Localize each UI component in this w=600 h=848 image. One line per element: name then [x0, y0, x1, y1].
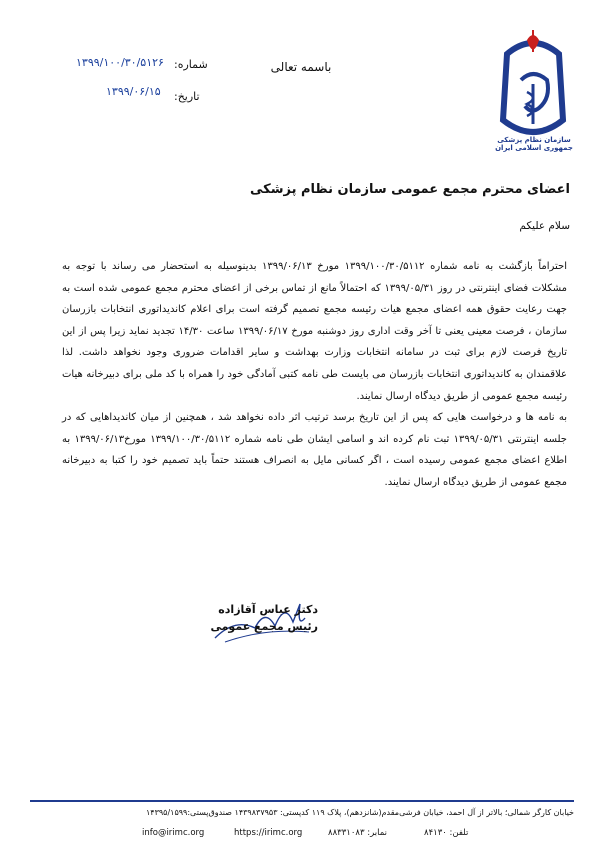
footer-address: خیابان کارگر شمالی؛ بالاتر از آل احمد، خیابان فرشی‌مقدم(شانزدهم)، پلاک ۱۱۹ کدپستی: ۱۴۳۹۸۳۷۹۵۳ صندوق‌پستی:۱۴۳۹۵/۱۵۹۹: [145, 808, 574, 817]
footer-email: info@irimc.org: [142, 828, 205, 838]
number-label: شماره:: [174, 58, 208, 71]
letter-date: ۱۳۹۹/۰۶/۱۵: [106, 85, 161, 98]
date-label: تاریخ:: [174, 90, 200, 103]
footer-divider: [30, 800, 574, 802]
logo-caption: سازمان نظام پزشکی جمهوری اسلامی ایران: [495, 136, 573, 152]
body-paragraph: احتراماً بازگشت به نامه شماره ۱۳۹۹/۱۰۰/۳۰/۵۱۱۲ مورخ ۱۳۹۹/۰۶/۱۳ بدینوسیله به استحضار می رساند با توجه به مشکلات فضای اینترنتی در روز ۱۳۹۹/۰۵/۳۱ که احتمالاً مانع از تماس برخی از اعضای محترم مجمع عمومی شده است به جهت رعایت حقوق همه اعضای مجمع هیات رئیسه مجمع تصمیم گرفته است برای اعلام کاندیداتوری انتخابات بازرسان سازمان ، فرصت معینی یعنی تا آخر وقت اداری روز دوشنبه مورخ ۱۳۹۹/۰۶/۱۷ ساعت ۱۴/۳۰ تجدید نماید زیرا پس از این تاریخ فرصت لازم برای ثبت در سامانه انتخابات وزارت بهداشت و سایر اقدامات ضروری وجود نخواهد داشت. لذا علاقمندان به کاندیداتوری انتخابات بازرسان می بایست طی نامه کتبی آمادگی خود را همراه با کد ملی برای دبیرخانه هیات رئیسه مجمع عمومی از طریق دیدگاه ارسال نمایند.: [62, 261, 567, 402]
body-paragraph: به نامه ها و درخواست هایی که پس از این تاریخ برسد ترتیب اثر داده نخواهد شد ، همچنین از میان کاندیداهایی که در جلسه اینترنتی ۱۳۹۹/۰۵/۳۱ ثبت نام کرده اند و اسامی ایشان طی نامه شماره ۱۳۹۹/۱۰۰/۳۰/۵۱۱۲ مورخ۱۳۹۹/۰۶/۱۳ به اطلاع اعضای مجمع عمومی رسیده است ، اگر کسانی مایل به انصراف هستند حتماً باید تصمیم خود را کتبا به دبیرخانه مجمع عمومی از طریق دیدگاه ارسال نمایند.: [62, 412, 567, 488]
footer-website: https://irimc.org: [234, 828, 303, 838]
salutation: سلام علیکم: [519, 220, 570, 232]
letter-number: ۱۳۹۹/۱۰۰/۳۰/۵۱۲۶: [76, 56, 164, 69]
letter-body: [62, 256, 567, 494]
basmala-heading: باسمه تعالی: [270, 60, 332, 74]
signatory-name: دکتر عباس آقازاده: [218, 603, 318, 616]
footer-phone: تلفن: ۸۴۱۳۰: [424, 828, 469, 838]
signatory-title: رئیس مجمع عمومی: [210, 620, 318, 633]
footer-fax: نمابر: ۸۸۳۳۱۰۸۳: [328, 828, 388, 838]
letter-recipient: اعضای محترم مجمع عمومی سازمان نظام پزشکی: [250, 182, 570, 197]
